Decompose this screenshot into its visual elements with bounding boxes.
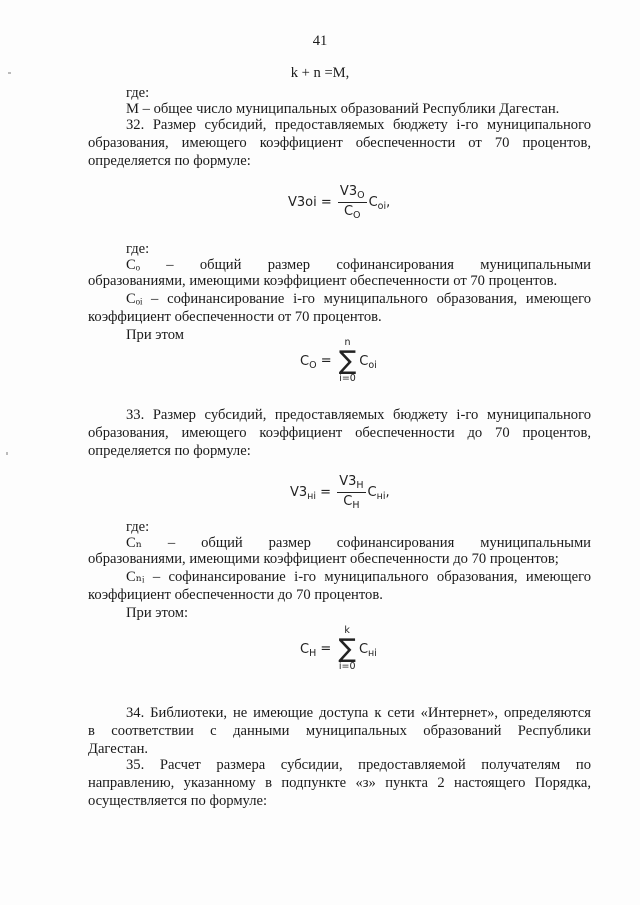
fraction-numerator: $V3_H$ <box>339 474 364 491</box>
formula-sum-cn-term: $C_{нi}$ <box>358 641 377 659</box>
paragraph-32-line-2: образования, имеющего коэффициент обеспеченности от 70 процентов, <box>88 135 591 151</box>
page-number: 41 <box>312 33 328 49</box>
where-label: где: <box>126 241 150 257</box>
formula-v3ni <box>290 474 390 511</box>
definition-cn-line-1: Cₙ – общий размер софинансирования муниципальными <box>126 535 591 551</box>
formula-sum-cn <box>300 626 377 672</box>
paragraph-33-line-1: 33. Размер субсидий, предоставляемых бюджету i-го муниципального <box>126 407 591 423</box>
formula-sum-co <box>300 338 377 384</box>
formula-v3oi-tail: $C_{oi}$, <box>368 195 391 212</box>
definition-cni-line-1: Cₙᵢ – софинансирование i-го муниципального образования, имеющего <box>126 569 591 585</box>
paragraph-34-line-2: в соответствии с данными муниципальных образований Республики <box>88 723 591 739</box>
formula-v3ni-eq: = <box>320 485 332 500</box>
paragraph-34-line-1: 34. Библиотеки, не имеющие доступа к сети «Интернет», определяются <box>126 705 591 721</box>
formula-v3oi-fraction <box>338 184 367 221</box>
paragraph-34-line-3: Дагестан. <box>88 741 149 757</box>
definition-m: М – общее число муниципальных образований Республики Дагестан. <box>126 101 560 117</box>
where-label: где: <box>126 85 150 101</box>
scan-edge-mark <box>6 452 8 455</box>
paragraph-32-line-1: 32. Размер субсидий, предоставляемых бюджету i-го муниципального <box>126 117 591 133</box>
while-label: При этом <box>126 327 184 343</box>
definition-cni-line-2: коэффициент обеспеченности до 70 процентов. <box>88 587 383 603</box>
formula-v3ni-lhs: $V3_{нi}$ <box>290 485 317 502</box>
formula-v3oi-eq: = <box>320 195 332 210</box>
fraction-denominator: $C_O$ <box>343 204 361 221</box>
paragraph-35-line-1: 35. Расчет размера субсидии, предоставляемой получателям по <box>126 757 591 773</box>
while-label: При этом: <box>126 605 189 621</box>
sum-upper-limit: n <box>344 337 351 348</box>
sigma-symbol: ∑ <box>338 634 356 664</box>
paragraph-32-line-3: определяется по формуле: <box>88 153 251 169</box>
paragraph-33-line-2: образования, имеющего коэффициент обеспеченности до 70 процентов, <box>88 425 591 441</box>
formula-v3oi-lhs: V3oi <box>288 195 317 210</box>
definition-cn-line-2: образованиями, имеющими коэффициент обеспеченности до 70 процентов; <box>88 551 559 567</box>
summation-sign <box>339 338 357 384</box>
formula-sum-cn-eq: = <box>320 641 332 657</box>
sum-upper-limit: k <box>344 625 350 636</box>
summation-sign <box>338 626 356 672</box>
formula-sum-co-term: $C_{oi}$ <box>359 353 377 371</box>
definition-coi-line-2: коэффициент обеспеченности от 70 процентов. <box>88 309 382 325</box>
formula-v3ni-tail: $C_{нi}$, <box>367 485 390 502</box>
where-label: где: <box>126 519 150 535</box>
fraction-numerator: $V3_O$ <box>339 184 365 201</box>
formula-v3ni-fraction <box>337 474 365 511</box>
formula-sum-co-lhs: $C_O$ <box>300 353 317 371</box>
fraction-denominator: $C_H$ <box>343 494 360 511</box>
definition-co-line-1: Cₒ – общий размер софинансирования муниципальными <box>126 257 591 273</box>
formula-sum-cn-lhs: $C_H$ <box>300 641 317 659</box>
sum-lower-limit: i=0 <box>338 661 356 672</box>
formula-v3oi <box>288 184 390 221</box>
sigma-symbol: ∑ <box>338 346 357 376</box>
definition-co-line-2: образованиями, имеющими коэффициент обеспеченности от 70 процентов. <box>88 273 558 289</box>
formula-sum-co-eq: = <box>320 353 332 369</box>
equation-k-n-m: k + n =M, <box>290 65 350 81</box>
paragraph-35-line-3: осуществляется по формуле: <box>88 793 268 809</box>
paragraph-33-line-3: определяется по формуле: <box>88 443 251 459</box>
paragraph-35-line-2: направлению, указанному в подпункте «з» пункта 2 настоящего Порядка, <box>88 775 591 791</box>
sum-lower-limit: i=0 <box>339 373 356 384</box>
definition-coi-line-1: Cₒᵢ – софинансирование i-го муниципального образования, имеющего <box>126 291 591 307</box>
